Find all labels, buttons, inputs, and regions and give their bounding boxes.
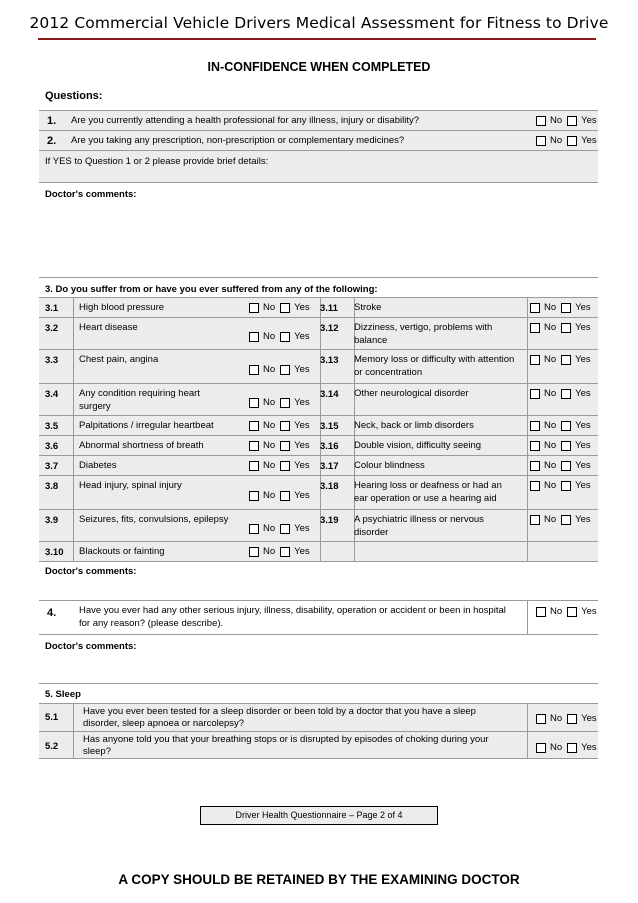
condition-3-2-number: 3.2	[45, 323, 59, 334]
condition-3-6-label: Abnormal shortness of breath	[79, 440, 204, 451]
condition-3-1-yes-checkbox[interactable]	[280, 303, 290, 313]
section-5-heading: 5. Sleep	[45, 689, 81, 700]
section-3-conditions-grid	[39, 297, 598, 561]
condition-3-7-no-checkbox[interactable]	[249, 461, 259, 471]
condition-3-8-yes-checkbox[interactable]	[280, 491, 290, 501]
condition-3-3-label: Chest pain, angina	[79, 354, 159, 365]
question-2-row	[39, 130, 598, 150]
question-1-yes-checkbox[interactable]	[567, 116, 577, 126]
condition-3-2-answer: No Yes	[249, 331, 310, 342]
question-2-text: Are you taking any prescription, non-prescription or complementary medicines?	[71, 135, 405, 146]
condition-3-8-number: 3.8	[45, 481, 59, 492]
retain-copy-notice: A COPY SHOULD BE RETAINED BY THE EXAMINING DOCTOR	[118, 872, 520, 887]
condition-3-6-number: 3.6	[45, 441, 59, 452]
condition-3-18-yes-checkbox[interactable]	[561, 481, 571, 491]
question-5-1-no-checkbox[interactable]	[536, 714, 546, 724]
section-4-text-line-1: Have you ever had any other serious injury, illness, disability, operation or accident or been in hospital	[79, 605, 506, 616]
question-5-2-text-line-2: sleep?	[83, 746, 111, 757]
condition-3-13-answer: No Yes	[530, 354, 591, 365]
question-1-answer: No Yes	[536, 115, 597, 126]
question-5-2-no-checkbox[interactable]	[536, 743, 546, 753]
condition-3-18-label: Hearing loss or deafness or had an	[354, 480, 502, 491]
condition-3-4-answer: No Yes	[249, 397, 310, 408]
condition-3-17-number: 3.17	[320, 461, 339, 472]
condition-3-9-number: 3.9	[45, 515, 59, 526]
question-5-1-row	[39, 703, 598, 731]
condition-row	[39, 317, 598, 349]
condition-3-18-number: 3.18	[320, 481, 339, 492]
condition-3-4-yes-checkbox[interactable]	[280, 398, 290, 408]
section-3-heading: 3. Do you suffer from or have you ever suffered from any of the following:	[45, 284, 378, 295]
condition-3-11-answer: No Yes	[530, 302, 591, 313]
condition-3-7-label: Diabetes	[79, 460, 117, 471]
question-5-1-text-line-1: Have you ever been tested for a sleep disorder or been told by a doctor that you have a sleep	[83, 706, 476, 717]
condition-row	[39, 383, 598, 415]
condition-3-17-label: Colour blindness	[354, 460, 425, 471]
condition-3-4-no-checkbox[interactable]	[249, 398, 259, 408]
condition-row	[39, 475, 598, 509]
question-5-2-answer: No Yes	[536, 742, 597, 753]
condition-row	[39, 435, 598, 455]
condition-3-11-yes-checkbox[interactable]	[561, 303, 571, 313]
condition-3-16-label: Double vision, difficulty seeing	[354, 440, 482, 451]
condition-3-2-label: Heart disease	[79, 322, 138, 333]
doctor-comments-1-label: Doctor's comments:	[45, 189, 137, 200]
doctor-comments-3-row[interactable]	[39, 561, 598, 592]
question-2-yes-checkbox[interactable]	[567, 136, 577, 146]
condition-3-9-label: Seizures, fits, convulsions, epilepsy	[79, 514, 229, 525]
condition-3-14-yes-checkbox[interactable]	[561, 389, 571, 399]
details-row[interactable]	[39, 150, 598, 182]
condition-3-2-no-checkbox[interactable]	[249, 332, 259, 342]
condition-3-14-answer: No Yes	[530, 388, 591, 399]
question-5-2-row	[39, 731, 598, 759]
confidential-notice: IN-CONFIDENCE WHEN COMPLETED	[207, 60, 431, 74]
details-prompt: If YES to Question 1 or 2 please provide brief details:	[45, 156, 269, 167]
condition-row	[39, 349, 598, 383]
condition-3-14-label: Other neurological disorder	[354, 388, 469, 399]
condition-3-10-no-checkbox[interactable]	[249, 547, 259, 557]
condition-3-1-label: High blood pressure	[79, 302, 165, 313]
condition-3-2-yes-checkbox[interactable]	[280, 332, 290, 342]
condition-3-10-label: Blackouts or fainting	[79, 546, 165, 557]
question-1-number: 1.	[47, 115, 57, 127]
condition-3-16-answer: No Yes	[530, 440, 591, 451]
question-5-1-number: 5.1	[45, 712, 59, 723]
condition-3-13-no-checkbox[interactable]	[530, 355, 540, 365]
question-2-no-checkbox[interactable]	[536, 136, 546, 146]
condition-3-19-number: 3.19	[320, 515, 339, 526]
condition-3-1-answer: No Yes	[249, 302, 310, 313]
condition-3-4-label-line-2: surgery	[79, 401, 111, 412]
condition-3-14-no-checkbox[interactable]	[530, 389, 540, 399]
condition-3-16-number: 3.16	[320, 441, 339, 452]
condition-3-12-no-checkbox[interactable]	[530, 323, 540, 333]
section-4-number: 4.	[47, 607, 57, 619]
doctor-comments-4-label: Doctor's comments:	[45, 641, 137, 652]
question-5-2-yes-checkbox[interactable]	[567, 743, 577, 753]
condition-3-11-label: Stroke	[354, 302, 382, 313]
condition-3-15-number: 3.15	[320, 421, 339, 432]
condition-3-16-yes-checkbox[interactable]	[561, 441, 571, 451]
condition-row	[39, 509, 598, 541]
section-4-no-checkbox[interactable]	[536, 607, 546, 617]
condition-3-13-yes-checkbox[interactable]	[561, 355, 571, 365]
condition-3-15-label: Neck, back or limb disorders	[354, 420, 474, 431]
condition-3-16-no-checkbox[interactable]	[530, 441, 540, 451]
condition-3-17-answer: No Yes	[530, 460, 591, 471]
condition-3-18-no-checkbox[interactable]	[530, 481, 540, 491]
condition-row	[39, 455, 598, 475]
doctor-comments-1-row[interactable]	[39, 182, 598, 261]
section-4-row	[39, 600, 598, 634]
condition-3-18-answer: No Yes	[530, 480, 591, 491]
condition-3-12-label: Dizziness, vertigo, problems with	[354, 322, 493, 333]
page-footer-label: Driver Health Questionnaire – Page 2 of 4	[200, 806, 438, 825]
question-5-2-text-line-1: Has anyone told you that your breathing stops or is disrupted by episodes of choking during your	[83, 734, 489, 745]
medical-questionnaire-form	[39, 86, 598, 759]
condition-3-5-label: Palpitations / irregular heartbeat	[79, 420, 214, 431]
question-5-1-yes-checkbox[interactable]	[567, 714, 577, 724]
condition-3-5-answer: No Yes	[249, 420, 310, 431]
condition-3-18-label-line-2: ear operation or use a hearing aid	[354, 493, 497, 504]
condition-3-13-number: 3.13	[320, 355, 339, 366]
condition-3-1-number: 3.1	[45, 303, 59, 314]
question-2-answer: No Yes	[536, 135, 597, 146]
condition-3-12-answer: No Yes	[530, 322, 591, 333]
condition-3-8-label: Head injury, spinal injury	[79, 480, 182, 491]
condition-3-11-no-checkbox[interactable]	[530, 303, 540, 313]
questions-heading: Questions:	[45, 90, 103, 102]
question-1-no-checkbox[interactable]	[536, 116, 546, 126]
condition-3-19-label-line-2: disorder	[354, 527, 389, 538]
condition-3-19-answer: No Yes	[530, 514, 591, 525]
question-5-1-text-line-2: disorder, sleep apnoea or narcolepsy?	[83, 718, 245, 729]
condition-3-15-no-checkbox[interactable]	[530, 421, 540, 431]
question-2-number: 2.	[47, 135, 57, 147]
condition-3-11-number: 3.11	[320, 303, 338, 314]
condition-3-3-no-checkbox[interactable]	[249, 365, 259, 375]
condition-3-7-number: 3.7	[45, 461, 59, 472]
condition-3-4-number: 3.4	[45, 389, 59, 400]
condition-3-15-yes-checkbox[interactable]	[561, 421, 571, 431]
condition-3-5-yes-checkbox[interactable]	[280, 421, 290, 431]
section-5-heading-row	[39, 683, 598, 703]
question-1-text: Are you currently attending a health professional for any illness, injury or disability?	[71, 115, 419, 126]
condition-3-10-number: 3.10	[45, 547, 64, 558]
condition-3-9-no-checkbox[interactable]	[249, 524, 259, 534]
condition-3-3-number: 3.3	[45, 355, 59, 366]
condition-3-17-no-checkbox[interactable]	[530, 461, 540, 471]
condition-3-7-answer: No Yes	[249, 460, 310, 471]
condition-3-6-answer: No Yes	[249, 440, 310, 451]
condition-3-7-yes-checkbox[interactable]	[280, 461, 290, 471]
doctor-comments-3-label: Doctor's comments:	[45, 566, 137, 577]
condition-3-4-label: Any condition requiring heart	[79, 388, 200, 399]
condition-3-5-number: 3.5	[45, 421, 59, 432]
condition-3-8-no-checkbox[interactable]	[249, 491, 259, 501]
question-1-row	[39, 110, 598, 130]
condition-3-10-answer: No Yes	[249, 546, 310, 557]
condition-row	[39, 415, 598, 435]
condition-3-12-yes-checkbox[interactable]	[561, 323, 571, 333]
section-4-yes-checkbox[interactable]	[567, 607, 577, 617]
condition-3-19-yes-checkbox[interactable]	[561, 515, 571, 525]
questions-heading-row	[39, 86, 598, 110]
condition-3-15-answer: No Yes	[530, 420, 591, 431]
condition-3-9-answer: No Yes	[249, 523, 310, 534]
condition-3-17-yes-checkbox[interactable]	[561, 461, 571, 471]
condition-3-19-label: A psychiatric illness or nervous	[354, 514, 484, 525]
condition-3-12-label-line-2: balance	[354, 335, 388, 346]
section-4-answer: No Yes	[536, 606, 597, 617]
section-4-text-line-2: for any reason? (please describe).	[79, 618, 224, 629]
condition-3-8-answer: No Yes	[249, 490, 310, 501]
condition-3-13-label: Memory loss or difficulty with attention	[354, 354, 515, 365]
condition-3-6-yes-checkbox[interactable]	[280, 441, 290, 451]
question-5-1-answer: No Yes	[536, 713, 597, 724]
condition-3-10-yes-checkbox[interactable]	[280, 547, 290, 557]
condition-3-9-yes-checkbox[interactable]	[280, 524, 290, 534]
condition-3-1-no-checkbox[interactable]	[249, 303, 259, 313]
header-title: 2012 Commercial Vehicle Drivers Medical Assessment for Fitness to Drive	[29, 14, 609, 32]
header-rule	[38, 38, 596, 40]
condition-3-3-answer: No Yes	[249, 364, 310, 375]
condition-3-14-number: 3.14	[320, 389, 339, 400]
condition-3-13-label-line-2: or concentration	[354, 367, 423, 378]
condition-row	[39, 297, 598, 317]
condition-3-3-yes-checkbox[interactable]	[280, 365, 290, 375]
condition-row	[39, 541, 598, 561]
condition-3-5-no-checkbox[interactable]	[249, 421, 259, 431]
condition-3-6-no-checkbox[interactable]	[249, 441, 259, 451]
question-5-2-number: 5.2	[45, 741, 59, 752]
doctor-comments-4-row[interactable]	[39, 634, 598, 678]
condition-3-12-number: 3.12	[320, 323, 339, 334]
section-3-heading-row	[39, 277, 598, 297]
condition-3-19-no-checkbox[interactable]	[530, 515, 540, 525]
